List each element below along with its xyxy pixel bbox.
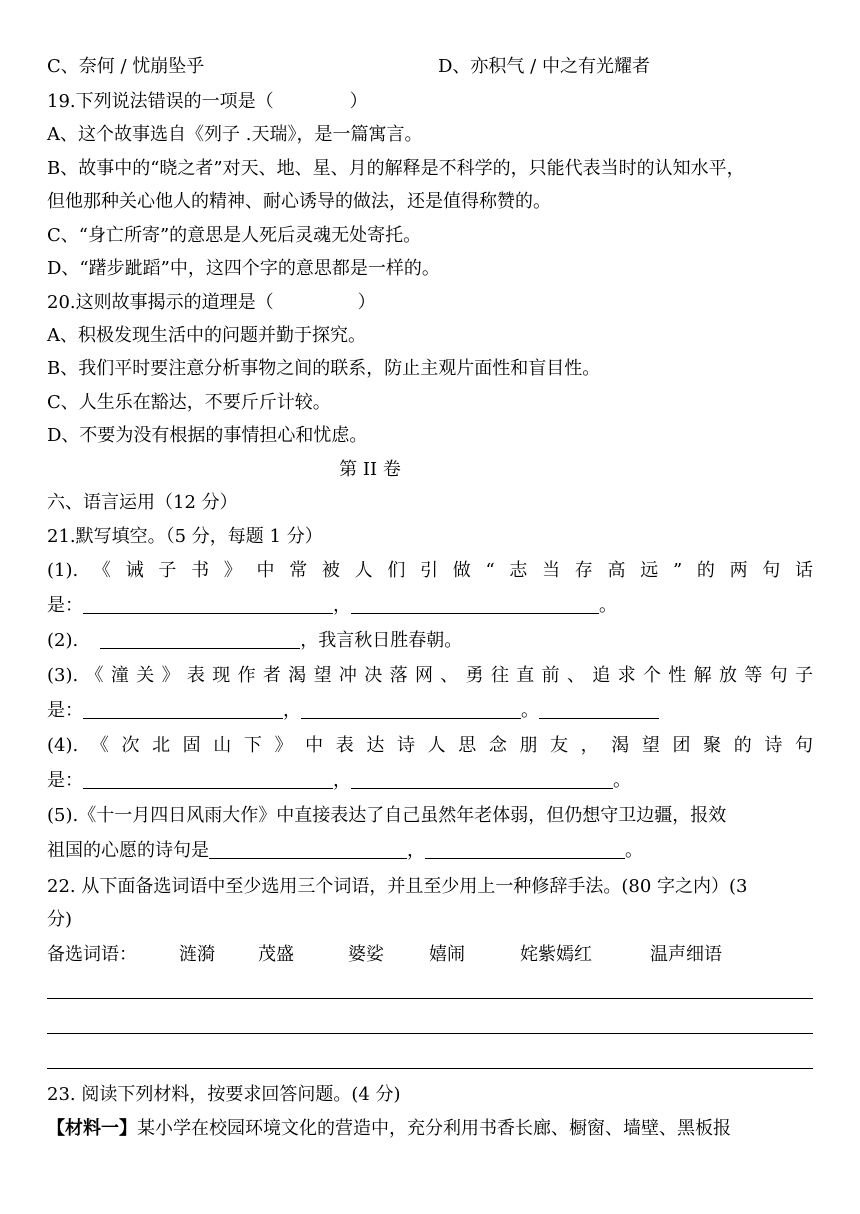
q21-4-line2 [47,768,631,794]
q21-2-line [47,628,462,654]
q21-3-line2 [47,698,659,724]
q22-answer-line-3[interactable] [47,1068,813,1069]
q19-stem-text: 19.下列说法错误的一项是（ [47,91,274,112]
q23-material-1-label: 【材料一】 [47,1118,137,1139]
q18-option-c: C、奈何 / 忧崩坠乎 [47,56,205,77]
q21-5-line2 [47,838,643,864]
q22-word: 婆娑 [348,944,384,965]
q21-1-comma: ， [333,595,351,616]
q21-3-blank-2[interactable] [301,700,521,719]
q19-option-a: A、这个故事选自《列子 .天瑞》，是一篇寓言。 [47,124,423,145]
q22-answer-line-2[interactable] [47,1033,813,1034]
q21-1-period: 。 [599,595,617,616]
q21-5-comma: ， [407,840,425,861]
q21-4-blank-1[interactable] [83,770,333,789]
q21-4-period: 。 [613,770,631,791]
volume-2-title: 第 II 卷 [339,459,401,480]
q21-4-line1: (4).《次北固山下》中表达诗人思念朋友，渴望团聚的诗句 [47,735,813,756]
q21-stem: 21.默写填空。（5 分，每题 1 分） [47,526,323,547]
q19-stem-end: ） [349,91,368,112]
q18-option-d: D、亦积气 / 中之有光耀者 [438,56,650,77]
q22-word: 茂盛 [258,944,294,965]
q22-word-bank-label: 备选词语： [47,944,137,965]
q21-4-prefix: 是： [47,770,83,791]
q21-3-blank-3[interactable] [539,700,659,719]
q21-5-period: 。 [625,840,643,861]
q23-material-1-text: 某小学在校园环境文化的营造中，充分利用书香长廊、橱窗、墙壁、黑板报 [137,1118,731,1139]
q20-stem [47,290,376,316]
q19-option-b-line1: B、故事中的“晓之者”对天、地、星、月的解释是不科学的，只能代表当时的认知水平， [47,158,745,179]
q22-word: 姹紫嫣红 [520,944,592,965]
q19-stem [47,89,368,115]
q21-2-blank[interactable] [100,630,300,649]
q21-5-blank-1[interactable] [209,840,407,859]
q20-option-d: D、不要为没有根据的事情担心和忧虑。 [47,425,368,446]
q20-stem-text: 20.这则故事揭示的道理是（ [47,292,274,313]
q20-option-c: C、人生乐在豁达，不要斤斤计较。 [47,392,331,413]
q19-option-b-line2: 但他那种关心他人的精神、耐心诱导的做法，还是值得称赞的。 [47,191,551,212]
q20-stem-end: ） [357,292,376,313]
q21-3-line1: (3).《潼关》表现作者渴望冲决落网、勇往直前、追求个性解放等句子 [47,665,813,686]
q21-3-blank-1[interactable] [83,700,283,719]
q21-1-prefix: 是： [47,595,83,616]
q21-1-line1: (1).《诫子书》中常被人们引做“志当存高远”的两句话 [47,560,813,581]
q21-4-comma: ， [333,770,351,791]
q22-word-bank [47,942,722,968]
q22-stem-line1: 22. 从下面备选词语中至少选用三个词语，并且至少用上一种修辞手法。(80 字之内）(3 [47,876,748,897]
q20-option-b: B、我们平时要注意分析事物之间的联系，防止主观片面性和盲目性。 [47,358,601,379]
q23-stem: 23. 阅读下列材料，按要求回答问题。(4 分) [47,1084,401,1105]
q20-option-a: A、积极发现生活中的问题并勤于探究。 [47,325,366,346]
q21-1-blank-2[interactable] [351,595,599,614]
q22-word: 嬉闹 [429,944,465,965]
q23-material-1 [47,1116,731,1142]
q22-word: 涟漪 [179,944,215,965]
q19-option-c: C、“身亡所寄”的意思是人死后灵魂无处寄托。 [47,225,422,246]
q21-2-prefix: (2). [47,630,79,651]
q21-1-blank-1[interactable] [83,595,333,614]
q21-4-blank-2[interactable] [351,770,613,789]
q22-answer-line-1[interactable] [47,998,813,999]
q21-3-comma: ， [283,700,301,721]
q21-2-text: ，我言秋日胜春朝。 [300,630,463,651]
q21-1-line2 [47,593,617,619]
q19-option-d: D、“躇步跐蹈”中，这四个字的意思都是一样的。 [47,258,440,279]
q21-5-prefix: 祖国的心愿的诗句是 [47,840,209,861]
q22-word: 温声细语 [650,944,722,965]
q22-stem-line2: 分) [47,909,73,930]
q21-5-blank-2[interactable] [425,840,625,859]
q21-3-prefix: 是： [47,700,83,721]
q21-3-period: 。 [521,700,539,721]
q21-5-line1: (5).《十一月四日风雨大作》中直接表达了自己虽然年老体弱，但仍想守卫边疆，报效 [47,805,727,826]
section-6-heading: 六、语言运用（12 分） [47,492,238,513]
